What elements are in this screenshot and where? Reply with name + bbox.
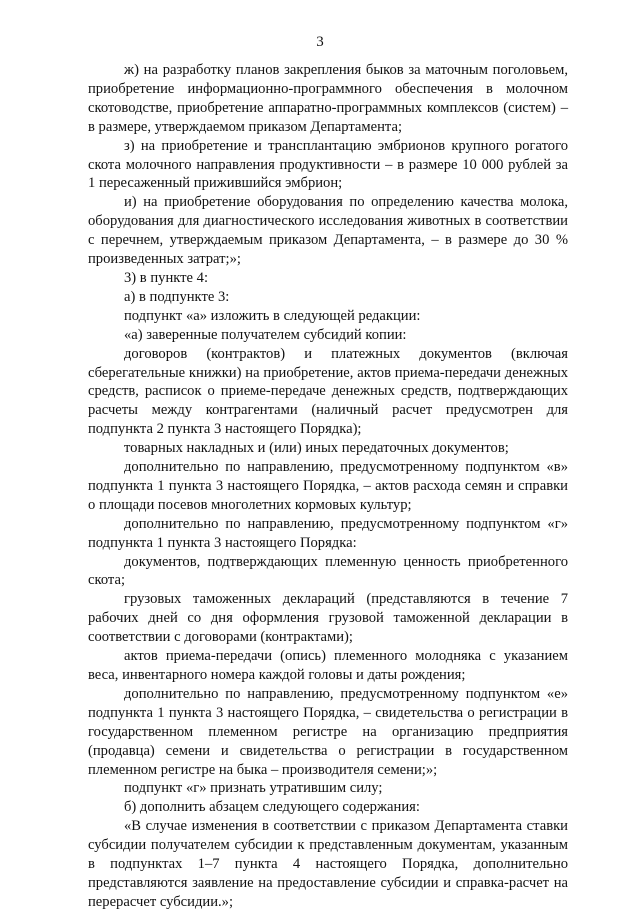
paragraph-direction-e: дополнительно по направлению, предусмотренному подпунктом «е» подпункта 1 пункта 3 настоящего Порядка, – свидетельства о регистрации в государственном племенном регистре на организацию предприятия (продавца) семени и свидетельства о регистрации в государственном племенном регистре на быка – производителя семени;»; [88, 685, 568, 778]
paragraph-zh: ж) на разработку планов закрепления быков за маточным поголовьем, приобретение информационно-программного обеспечения в молочном скотоводстве, приобретение аппаратно-программных комплексов (систем) – в размере, утверждаемом приказом Департамента; [88, 62, 568, 135]
paragraph-subitem-a: а) в подпункте 3: [124, 288, 230, 305]
paragraph-direction-g: дополнительно по направлению, предусмотренному подпунктом «г» подпункта 1 пункта 3 настоящего Порядка: [88, 515, 568, 551]
paragraph-transfer-acts: актов приема-передачи (опись) племенного молодняка с указанием веса, инвентарного номера каждой головы и даты рождения; [88, 648, 568, 683]
paragraph-item-3: 3) в пункте 4: [124, 269, 209, 286]
paragraph-supplement: б) дополнить абзацем следующего содержания: [124, 799, 420, 816]
paragraph-i: и) на приобретение оборудования по определению качества молока, оборудования для диагностического исследования животных в соответствии с перечнем, утверждаемым приказом Департамента, – в размере до 30 % произведенных затрат;»; [88, 194, 568, 268]
paragraph-customs: грузовых таможенных деклараций (представляются в течение 7 рабочих дней со дня оформления грузовой таможенной декларации в соответствии с договорами (контрактами); [88, 591, 568, 646]
paragraph-quote: «В случае изменения в соответствии с приказом Департамента ставки субсидии получателем субсидии к представленным документам, указанным в подпунктах 1–7 пункта 4 настоящего Порядка, дополнительно представляются заявление на предоставление субсидии и справка-расчет на перерасчет субсидии.»; [88, 818, 568, 910]
paragraph-repeal: подпункт «г» признать утратившим силу; [124, 780, 383, 797]
paragraph-invoices: товарных накладных и (или) иных передаточных документов; [124, 440, 509, 457]
paragraph-contracts: договоров (контрактов) и платежных документов (включая сберегательные книжки) на приобретение, актов приема-передачи денежных средств, расписок о приеме-передаче денежных средств, подтверждающих расчеты между контрагентами (наличный расчет предусмотрен для подпункта 2 пункта 3 настоящего Порядка); [88, 345, 568, 438]
paragraph-breeding-docs: документов, подтверждающих племенную ценность приобретенного скота; [88, 553, 568, 589]
paragraph-z: з) на приобретение и трансплантацию эмбрионов крупного рогатого скота молочного направления продуктивности – в размере 10 000 рублей за 1 пересаженный прижившийся эмбрион; [88, 137, 568, 192]
document-body [88, 61, 568, 912]
paragraph-certified-copies: «а) заверенные получателем субсидий копии: [124, 326, 407, 343]
paragraph-edit-instruction: подпункт «а» изложить в следующей редакции: [124, 307, 421, 324]
paragraph-direction-v: дополнительно по направлению, предусмотренному подпунктом «в» подпункта 1 пункта 3 настоящего Порядка, – актов расхода семян и справки о площади посевов многолетних кормовых культур; [88, 459, 568, 513]
page-number: 3 [316, 34, 324, 50]
